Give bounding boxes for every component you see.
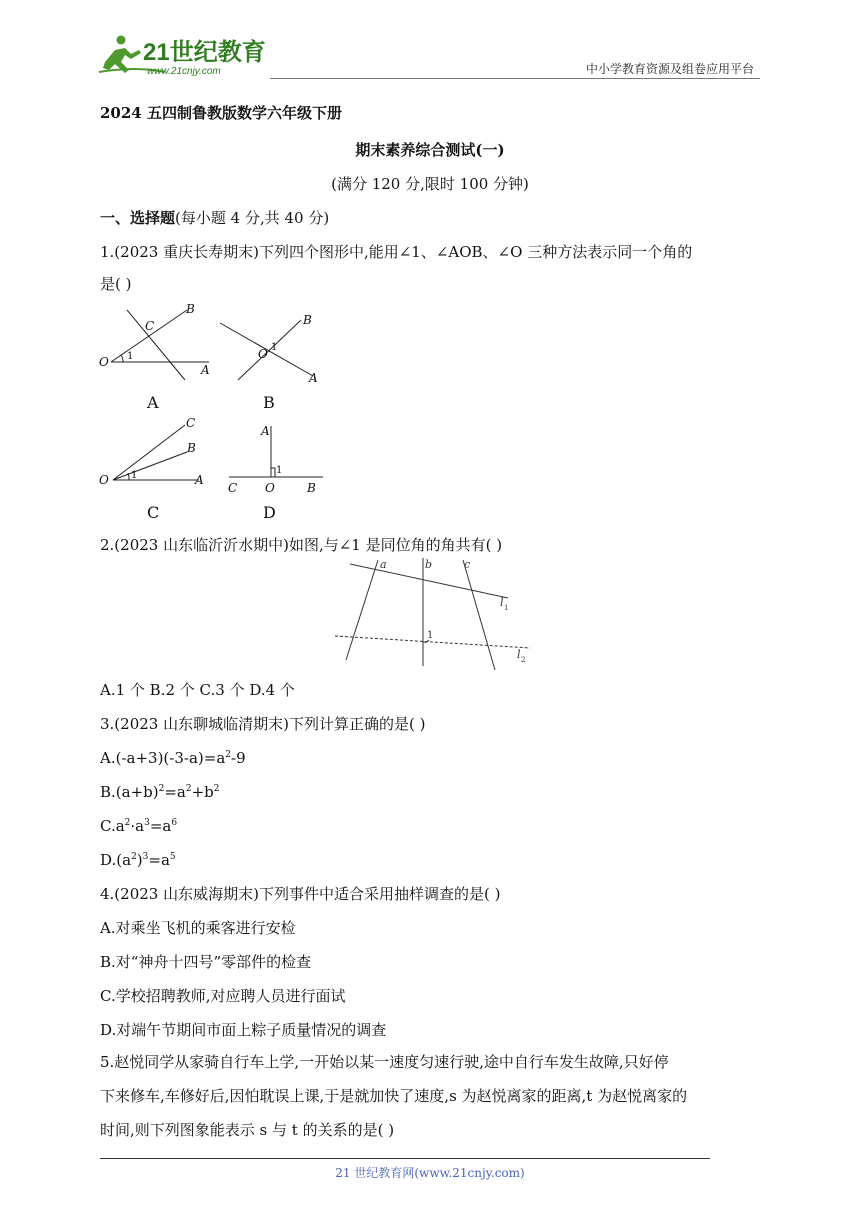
- svg-text:21世纪教育: 21世纪教育: [143, 39, 266, 66]
- runner-icon: [103, 36, 141, 74]
- footer-text[interactable]: 21 世纪教育网(www.21cnjy.com): [335, 1166, 525, 1180]
- figure-d: [228, 424, 323, 495]
- svg-text:2: 2: [521, 656, 526, 664]
- q1-figures: [95, 300, 335, 534]
- svg-text:1: 1: [276, 465, 283, 476]
- q3-option-b: $B.(a+b)^2=a^2+b^2$: [100, 783, 220, 801]
- q4-text: 4.(2023 山东威海期末)下列事件中适合采用抽样调查的是( ): [100, 885, 501, 903]
- svg-text:c: c: [464, 558, 471, 571]
- platform-tagline: 中小学教育资源及组卷应用平台: [585, 62, 754, 76]
- q3-text: 3.(2023 山东聊城临清期末)下列计算正确的是( ): [100, 715, 426, 733]
- svg-text:1: 1: [504, 604, 509, 612]
- footer-divider: [100, 1158, 710, 1159]
- svg-text:1: 1: [127, 351, 134, 362]
- svg-text:A: A: [309, 371, 318, 385]
- q4-option-b: B.对“神舟十四号”零部件的检查: [100, 953, 312, 971]
- q2-figure: [330, 556, 540, 680]
- svg-text:A: A: [261, 424, 270, 438]
- figure-c: [99, 416, 204, 487]
- svg-text:O: O: [99, 473, 109, 487]
- q5-text-line2: 下来修车,车修好后,因怕耽误上课,于是就加快了速度,s 为赵悦离家的距离,t 为赵悦离家的: [100, 1087, 688, 1105]
- svg-text:B: B: [307, 481, 316, 495]
- svg-text:b: b: [425, 558, 433, 571]
- q1-text-line2: 是( ): [100, 275, 132, 293]
- q4-option-a: A.对乘坐飞机的乘客进行安检: [100, 919, 296, 937]
- svg-text:a: a: [380, 558, 387, 571]
- svg-text:O: O: [265, 481, 275, 495]
- svg-text:1: 1: [427, 630, 434, 641]
- q1-label-b: B: [263, 393, 275, 412]
- q2-text: 2.(2023 山东临沂沂水期中)如图,与∠1 是同位角的角共有( ): [100, 536, 503, 554]
- q1-label-d: D: [263, 503, 276, 522]
- svg-text:A: A: [195, 473, 204, 487]
- page-header: [95, 30, 760, 80]
- q5-text-line3: 时间,则下列图象能表示 s 与 t 的关系的是( ): [100, 1121, 395, 1139]
- svg-text:B: B: [186, 302, 195, 316]
- svg-text:1: 1: [271, 342, 278, 353]
- svg-text:O: O: [99, 355, 109, 369]
- svg-text:1: 1: [131, 470, 138, 481]
- svg-text:B: B: [303, 313, 312, 327]
- svg-text:A: A: [201, 363, 210, 377]
- course-name: 2024 五四制鲁教版数学六年级下册: [100, 104, 342, 122]
- page-title: 期末素养综合测试(一): [355, 141, 505, 159]
- q3-option-a: $A.(-a+3)(-3-a)=a^2-9$: [100, 749, 246, 767]
- q3-option-c: $C.a^2\cdot a^3=a^6$: [100, 817, 178, 835]
- q1-label-a: A: [147, 393, 159, 412]
- svg-text:O: O: [258, 347, 268, 361]
- svg-text:C: C: [186, 416, 196, 430]
- q1-text-line1: 1.(2023 重庆长寿期末)下列四个图形中,能用∠1、∠AOB、∠O 三种方法表示同一个角的: [100, 243, 693, 261]
- svg-text:www.21cnjy.com: www.21cnjy.com: [147, 66, 221, 77]
- q5-text-line1: 5.赵悦同学从家骑自行车上学,一开始以某一速度匀速行驶,途中自行车发生故障,只好停: [100, 1053, 669, 1071]
- q2-options: A.1 个 B.2 个 C.3 个 D.4 个: [100, 681, 295, 699]
- svg-text:C: C: [145, 319, 155, 333]
- svg-text:l: l: [517, 648, 521, 661]
- header-divider: [270, 78, 760, 79]
- q3-option-d: $D.(a^2)^3=a^5$: [100, 851, 176, 869]
- q4-option-c: C.学校招聘教师,对应聘人员进行面试: [100, 987, 346, 1005]
- svg-text:l: l: [500, 596, 504, 609]
- page-subtitle: (满分 120 分,限时 100 分钟): [331, 175, 529, 193]
- svg-text:C: C: [228, 481, 238, 495]
- figure-a: [99, 302, 210, 380]
- svg-text:B: B: [187, 441, 196, 455]
- q4-option-d: D.对端午节期间市面上粽子质量情况的调查: [100, 1021, 387, 1039]
- section-heading: 一、选择题(每小题 4 分,共 40 分): [100, 209, 330, 227]
- figure-b: [220, 313, 318, 385]
- q1-label-c: C: [147, 503, 160, 522]
- site-logo: [95, 32, 285, 78]
